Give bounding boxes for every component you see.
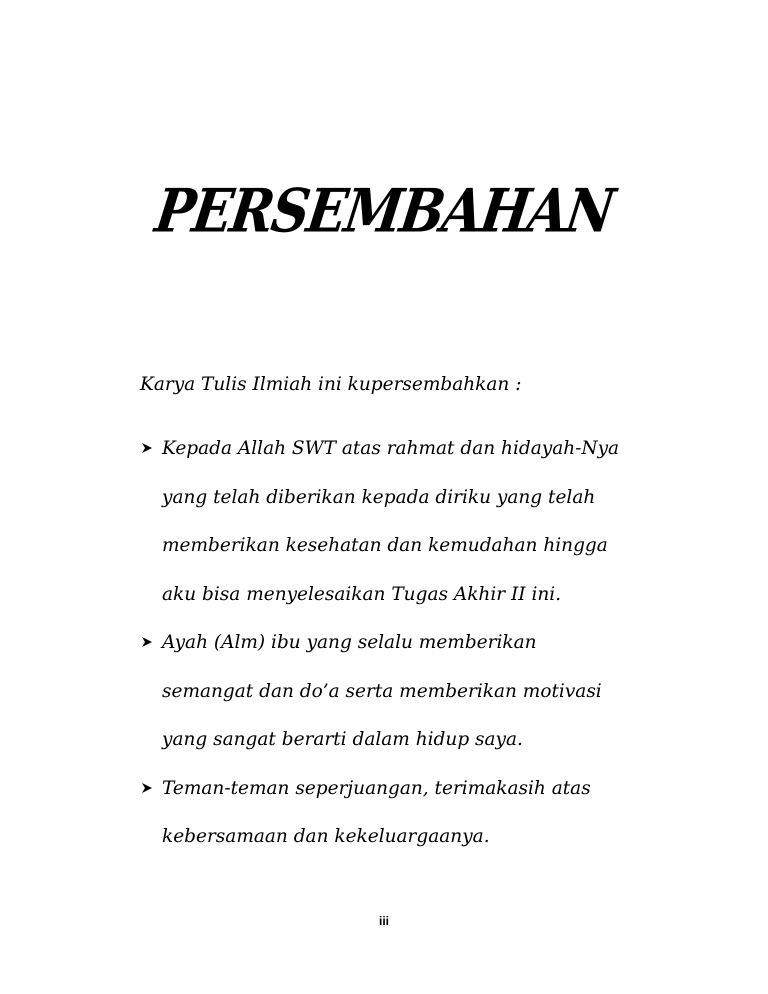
dedication-intro: Karya Tulis Ilmiah ini kupersembahkan :	[140, 374, 522, 395]
dedication-list	[140, 433, 700, 870]
page-number: iii	[378, 914, 389, 928]
list-item-line: Ayah (Alm) ibu yang selalu memberikan	[162, 632, 537, 653]
list-item-line: aku bisa menyelesaikan Tugas Akhir II ini.	[162, 583, 562, 605]
list-item	[140, 773, 700, 870]
list-item-line: Kepada Allah SWT atas rahmat dan hidayah-Nya	[162, 438, 620, 459]
arrowhead-bullet-icon	[140, 781, 154, 795]
page-title: PERSEMBAHAN	[151, 176, 618, 247]
arrowhead-bullet-icon	[140, 441, 154, 455]
list-item-line: memberikan kesehatan dan kemudahan hingga	[162, 535, 608, 556]
list-item-line: semangat dan do’a serta memberikan motivasi	[162, 680, 602, 702]
list-item-line: Teman-teman seperjuangan, terimakasih atas	[162, 777, 591, 799]
list-item-line: yang sangat berarti dalam hidup saya.	[162, 729, 523, 750]
list-item	[140, 433, 700, 627]
list-item-line: kebersamaan dan kekeluargaanya.	[162, 826, 490, 847]
arrowhead-bullet-icon	[140, 635, 154, 649]
list-item	[140, 627, 700, 773]
list-item-line: yang telah diberikan kepada diriku yang telah	[162, 486, 596, 508]
